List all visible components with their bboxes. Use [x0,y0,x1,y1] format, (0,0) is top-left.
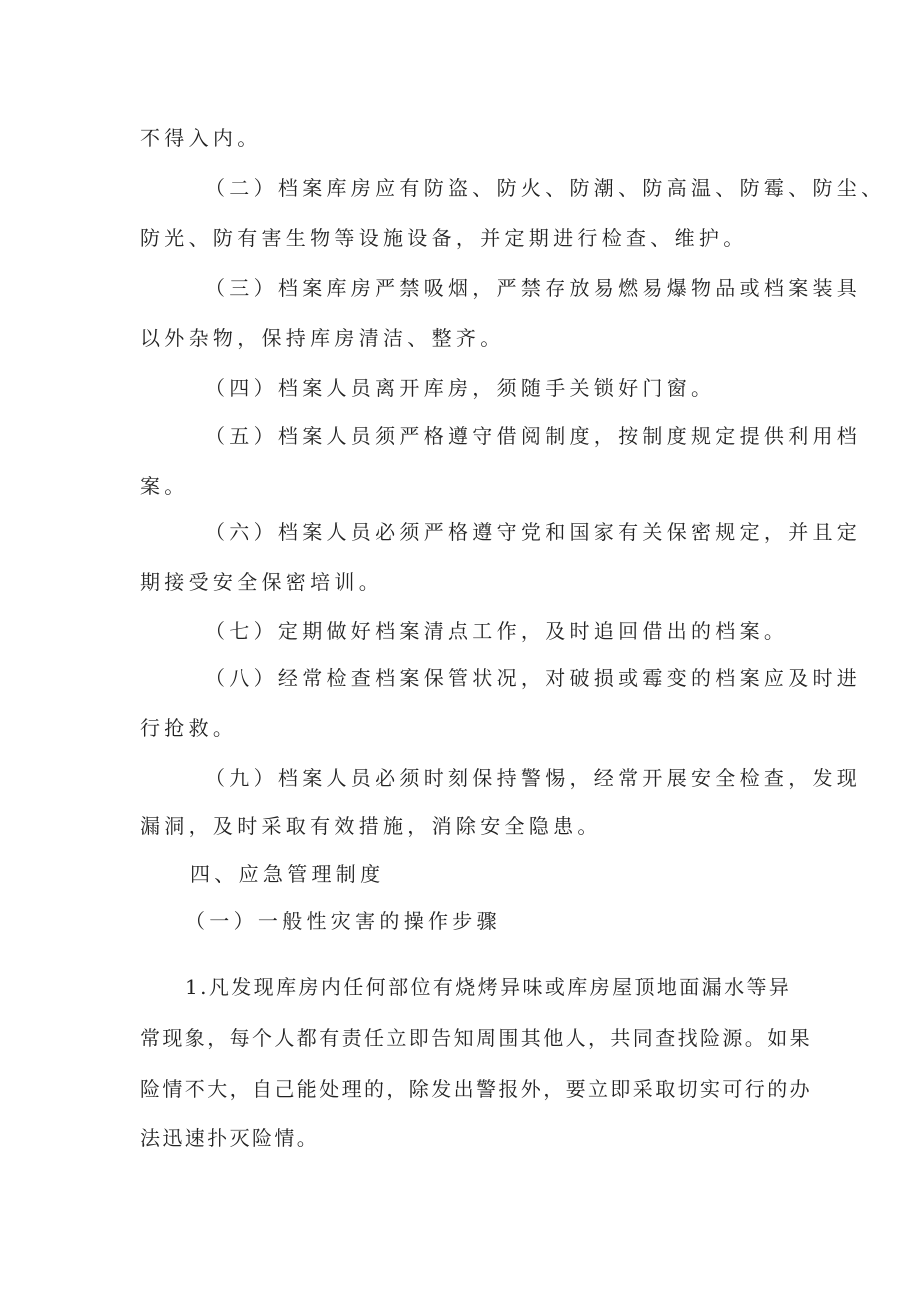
text-line: （六）档案人员必须严格遵守党和国家有关保密规定，并且定 [205,520,862,544]
text-line: 行抢救。 [140,716,238,740]
text-line: （七）定期做好档案清点工作，及时追回借出的档案。 [205,619,789,643]
text-line: 漏洞，及时采取有效措施，消除安全隐患。 [140,814,602,838]
text-line: 期接受安全保密培训。 [140,570,383,594]
text-line: 防光、防有害生物等设施设备，并定期进行检查、维护。 [140,226,748,250]
text-line: 法迅速扑灭险情。 [140,1126,320,1150]
text-line: 常现象，每个人都有责任立即告知周围其他人，共同查找险源。如果 [140,1026,812,1050]
text-line: 以外杂物，保持库房清洁、整齐。 [140,326,505,350]
text-line: （四）档案人员离开库房，须随手关锁好门窗。 [205,376,716,400]
text-line: （九）档案人员必须时刻保持警惕，经常开展安全检查，发现 [205,766,862,790]
text-line: 1.凡发现库房内任何部位有烧烤异味或库房屋顶地面漏水等异 [185,975,792,999]
text-line: 案。 [140,474,189,498]
text-line: 不得入内。 [140,126,262,150]
text-line: （五）档案人员须严格遵守借阅制度，按制度规定提供利用档 [205,424,862,448]
text-line: （三）档案库房严禁吸烟，严禁存放易燃易爆物品或档案装具 [205,276,862,300]
text-line: （八）经常检查档案保管状况，对破损或霉变的档案应及时进 [205,666,862,690]
subsection-heading: （一）一般性灾害的操作步骤 [185,909,501,933]
text-line: 险情不大，自己能处理的，除发出警报外，要立即采取切实可行的办 [140,1077,812,1101]
text-line: （二）档案库房应有防盗、防火、防潮、防高温、防霉、防尘、 [205,176,886,200]
section-heading: 四、应急管理制度 [190,862,385,886]
